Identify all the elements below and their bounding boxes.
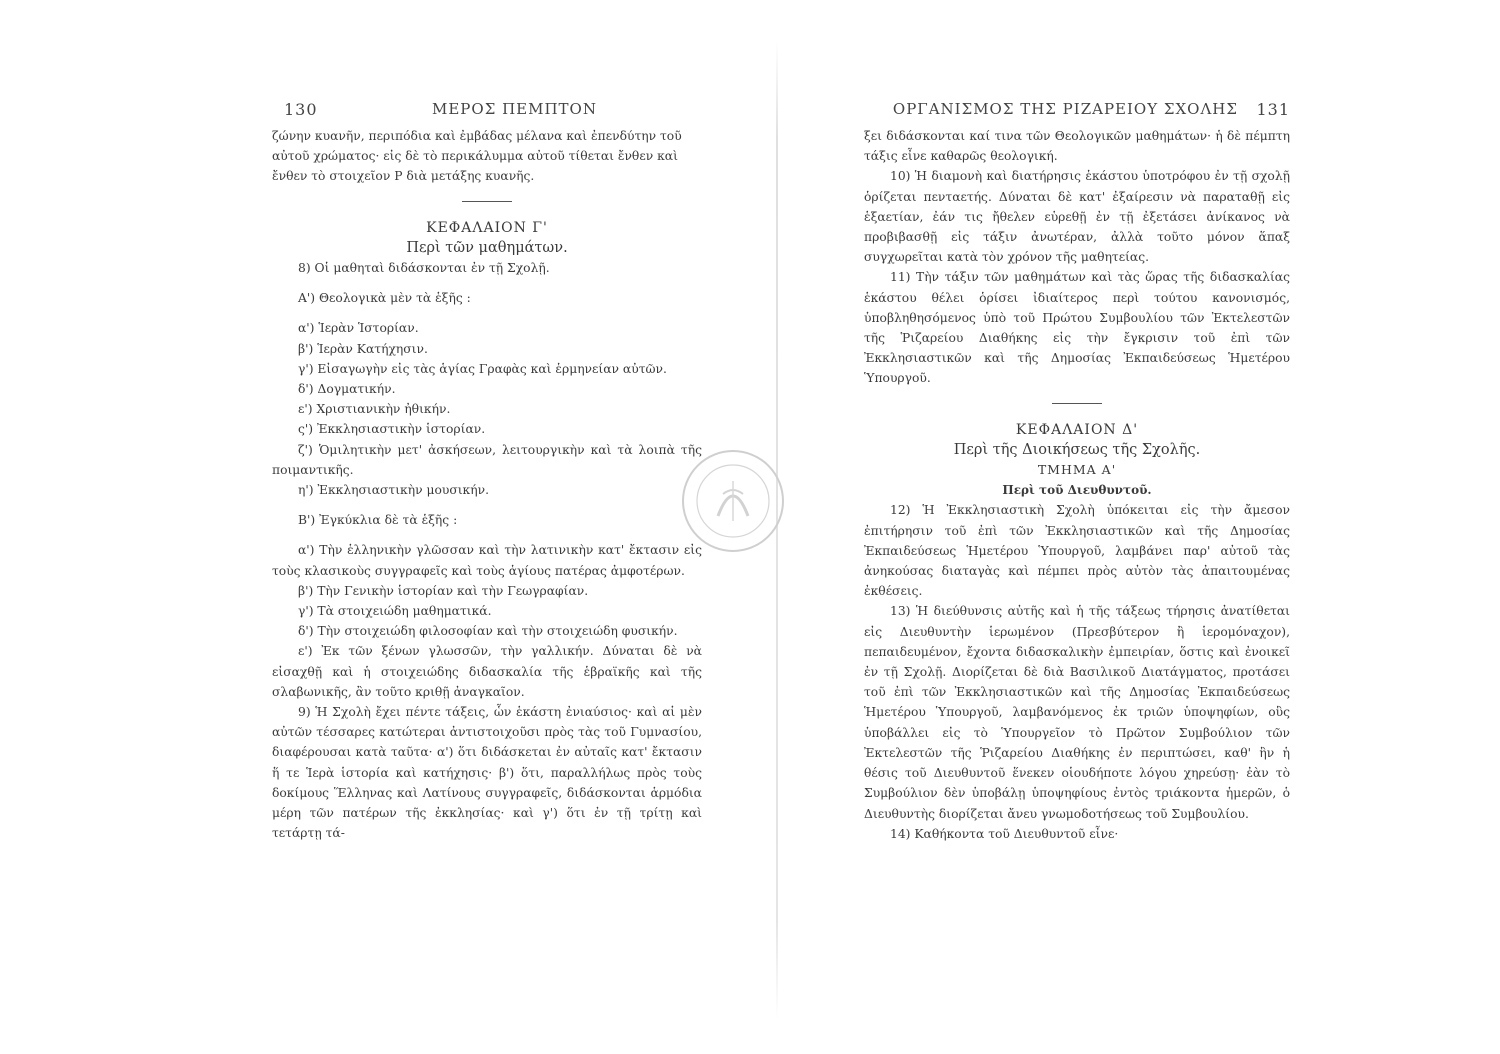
- article-11: 11) Τὴν τάξιν τῶν μαθημάτων καὶ τὰς ὥρας τῆς διδασκαλίας ἑκάστου θέλει ὁρίσει ἰδιαίτερος περὶ τούτου κανονισμός, ὑποβληθησόμενος ὑπὸ τοῦ Πρώτου Συμβουλίου τῶν Ἐκτελεστῶν τῆς Ῥιζαρείου Διαθήκης εἰς τὴν ἔγκρισιν τοῦ ἐπὶ τῶν Ἐκκλησιαστικῶν καὶ τῆς Δημοσίας Ἐκπαιδεύσεως Ἡμετέρου Ὑπουργοῦ.: [864, 270, 1290, 386]
- left-page-body: [272, 126, 702, 844]
- list-item: β') Ἱερὰν Κατήχησιν.: [298, 341, 428, 356]
- article-12: 12) Ἡ Ἐκκλησιαστικὴ Σχολὴ ὑπόκειται εἰς τὴν ἄμεσον ἐπιτήρησιν τοῦ ἐπὶ τῶν Ἐκκλησιαστικῶν καὶ τῆς Δημοσίας Ἐκπαιδεύσεως Ἡμετέρου Ὑπουργοῦ, λαμβάνει παρ' αὐτοῦ τὰς ἀνηκούσας διαταγὰς καὶ πέμπει πρὸς αὐτὸν τὰς ἀπαιτουμένας ἐκθέσεις.: [864, 503, 1290, 599]
- left-page: [272, 100, 702, 844]
- list-item: ς') Ἐκκλησιαστικὴν ἱστορίαν.: [298, 422, 486, 437]
- chapter-subtitle: Περὶ τῶν μαθημάτων.: [406, 239, 568, 256]
- running-head: ΜΕΡΟΣ ΠΕΜΠΤΟΝ: [432, 100, 597, 118]
- article-9: 9) Ἡ Σχολὴ ἔχει πέντε τάξεις, ὧν ἑκάστη ἐνιαύσιος· καὶ αἱ μὲν αὐτῶν τέσσαρες κατώτεραι ἀντιστοιχοῦσι πρὸς τὰς τοῦ Γυμνασίου, διαφέρουσαι κατὰ ταῦτα· α') ὅτι διδάσκεται ἐν αὐταῖς κατ' ἔκτασιν ἥ τε Ἱερὰ ἱστορία καὶ κατήχησις· β') ὅτι, παραλλήλως πρὸς τοὺς δοκίμους Ἕλληνας καὶ Λατίνους συγγραφεῖς, διδάσκονται ἁρμόδια μέρη τῶν πατέρων τῆς ἐκκλησίας· καὶ γ') ὅτι ἐν τῇ τρίτῃ καὶ τετάρτῃ τά-: [272, 705, 702, 841]
- list-item: δ') Τὴν στοιχειώδη φιλοσοφίαν καὶ τὴν στοιχειώδη φυσικήν.: [298, 624, 678, 639]
- right-page-body: [864, 126, 1290, 844]
- chapter-heading: ΚΕΦΑΛΑΙΟΝ Γ': [426, 219, 548, 236]
- article-10: 10) Ἡ διαμονὴ καὶ διατήρησις ἑκάστου ὑποτρόφου ἐν τῇ σχολῇ ὁρίζεται πενταετής. Δύναται δὲ κατ' ἐξαίρεσιν νὰ παραταθῇ εἰς ἑξαετίαν, ἐάν τις ἤθελεν εὑρεθῇ ἐν τῇ ἐξετάσει ἀνίκανος νὰ προβιβασθῇ εἰς τάξιν ἀνωτέραν, ἀλλὰ τοῦτο μόνον ἅπαξ συγχωρεῖται κατὰ τὸν χρόνον τῆς μαθητείας.: [864, 169, 1290, 265]
- group-b-heading: Β') Ἐγκύκλια δὲ τὰ ἑξῆς :: [298, 513, 458, 528]
- page-number: 131: [1256, 100, 1290, 119]
- list-item: α') Ἱερὰν Ἱστορίαν.: [298, 321, 419, 336]
- list-item: η') Ἐκκλησιαστικὴν μουσικήν.: [298, 483, 489, 498]
- group-a-heading: Α') Θεολογικὰ μὲν τὰ ἑξῆς :: [298, 291, 471, 306]
- right-page-header: [864, 100, 1290, 126]
- list-item: γ') Εἰσαγωγὴν εἰς τὰς ἁγίας Γραφὰς καὶ ἑρμηνείαν αὐτῶν.: [298, 361, 667, 376]
- list-item: ε') Χριστιανικὴν ἠθικήν.: [298, 402, 451, 417]
- page-number: 130: [284, 100, 318, 119]
- list-item: δ') Δογματικήν.: [298, 382, 396, 397]
- section-separator: [462, 201, 512, 202]
- right-page: [864, 100, 1290, 844]
- chapter-subtitle: Περὶ τῆς Διοικήσεως τῆς Σχολῆς.: [953, 441, 1201, 458]
- left-page-header: [272, 100, 702, 126]
- section-subtitle: Περὶ τοῦ Διευθυντοῦ.: [1002, 483, 1152, 498]
- running-head: ΟΡΓΑΝΙΣΜΟΣ ΤΗΣ ΡΙΖΑΡΕΙΟΥ ΣΧΟΛΗΣ: [892, 100, 1238, 118]
- list-item: β') Τὴν Γενικὴν ἱστορίαν καὶ τὴν Γεωγραφίαν.: [298, 583, 589, 598]
- section-separator: [1052, 403, 1102, 404]
- article-13: 13) Ἡ διεύθυνσις αὐτῆς καὶ ἡ τῆς τάξεως τήρησις ἀνατίθεται εἰς Διευθυντὴν ἱερωμένον (Πρεσβύτερον ἢ ἱερομόναχον), πεπαιδευμένον, ἔχοντα διδασκαλικὴν ἐμπειρίαν, ὅστις καὶ ἐνοικεῖ ἐν τῇ Σχολῇ. Διορίζεται δὲ διὰ Βασιλικοῦ Διατάγματος, προτάσει τοῦ ἐπὶ τῶν Ἐκκλησιαστικῶν καὶ τῆς Δημοσίας Ἐκπαιδεύσεως Ἡμετέρου Ὑπουργοῦ, λαμβανόμενος ἐκ τριῶν ὑποψηφίων, οὓς ὑποβάλλει εἰς τὸ Ὑπουργεῖον τὸ Πρῶτον Συμβούλιον τῶν Ἐκτελεστῶν τῆς Ῥιζαρείου Διαθήκης ἐν περιπτώσει, καθ' ἣν ἡ θέσις τοῦ Διευθυντοῦ ἕνεκεν οἱουδήποτε λόγου χηρεύσῃ· ἐὰν τὸ Συμβούλιον δὲν ὑποβάλῃ ὑποψηφίους ἐντὸς τριάκοντα ἡμερῶν, ὁ Διευθυντὴς διορίζεται ἄνευ γνωμοδοτήσεως τοῦ Συμβουλίου.: [864, 604, 1290, 821]
- chapter-heading: ΚΕΦΑΛΑΙΟΝ Δ': [1015, 421, 1139, 438]
- section-heading: ΤΜΗΜΑ Α': [1037, 462, 1117, 478]
- list-item: γ') Τὰ στοιχειώδη μαθηματικά.: [298, 604, 492, 619]
- library-stamp-icon: [678, 446, 788, 556]
- intro-line: ἔνθεν τὸ στοιχεῖον Ρ διὰ μετάξης κυανῆς.: [272, 169, 535, 184]
- intro-line: αὐτοῦ χρώματος· εἰς δὲ τὸ περικάλυμμα αὐτοῦ τίθεται ἔνθεν καὶ: [272, 149, 678, 164]
- continued-text: ξει διδάσκονται καί τινα τῶν Θεολογικῶν μαθημάτων· ἡ δὲ πέμπτη τάξις εἶνε καθαρῶς θεολογική.: [864, 129, 1290, 164]
- list-item: ζ') Ὁμιλητικὴν μετ' ἀσκήσεων, λειτουργικὴν καὶ τὰ λοιπὰ τῆς ποιμαντικῆς.: [272, 442, 702, 477]
- intro-line: ζώνην κυανῆν, περιπόδια καὶ ἐμβάδας μέλανα καὶ ἐπενδύτην τοῦ: [272, 129, 682, 143]
- list-item: α') Τὴν ἑλληνικὴν γλῶσσαν καὶ τὴν λατινικὴν κατ' ἔκτασιν εἰς τοὺς κλασικοὺς συγγραφεῖς καὶ τοὺς ἁγίους πατέρας ἀμφοτέρων.: [272, 543, 702, 578]
- list-item: ε') Ἐκ τῶν ξένων γλωσσῶν, τὴν γαλλικήν. Δύναται δὲ νὰ εἰσαχθῇ καὶ ἡ στοιχειώδης διδασκαλία τῆς ἑβραϊκῆς καὶ τῆς σλαβωνικῆς, ἂν τοῦτο κριθῇ ἀναγκαῖον.: [272, 644, 702, 699]
- article-14: 14) Καθήκοντα τοῦ Διευθυντοῦ εἶνε·: [890, 826, 1119, 841]
- article-8: 8) Οἱ μαθηταὶ διδάσκονται ἐν τῇ Σχολῇ.: [298, 261, 550, 276]
